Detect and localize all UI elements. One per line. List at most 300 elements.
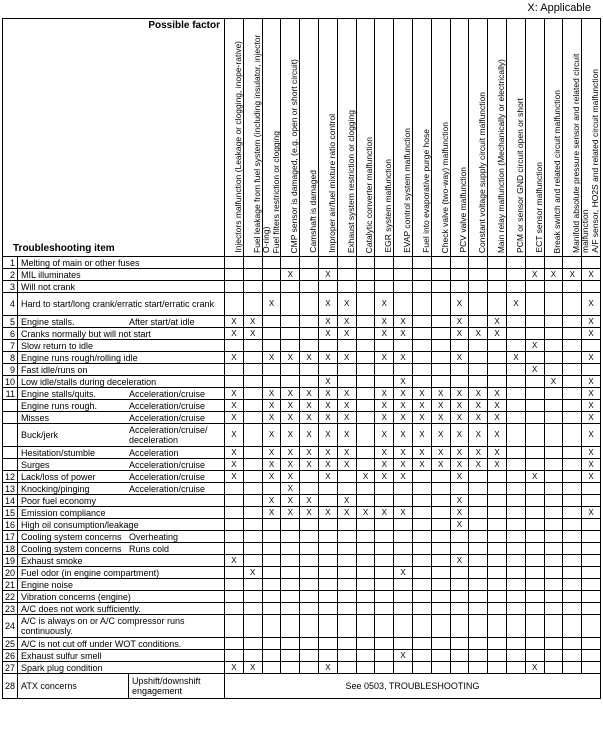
applicability-cell: [337, 662, 356, 674]
applicability-cell: [431, 364, 450, 376]
applicability-cell: [394, 281, 413, 293]
applicability-cell: [506, 328, 525, 340]
applicability-cell: [431, 281, 450, 293]
applicability-cell: X: [525, 662, 544, 674]
applicability-cell: X: [225, 424, 244, 447]
applicability-cell: [506, 567, 525, 579]
applicability-cell: [281, 328, 300, 340]
applicability-cell: [525, 543, 544, 555]
applicability-cell: [469, 316, 488, 328]
applicability-cell: [469, 555, 488, 567]
applicability-cell: [525, 567, 544, 579]
applicability-cell: X: [582, 328, 601, 340]
applicability-cell: [544, 579, 563, 591]
applicability-cell: [525, 376, 544, 388]
applicability-cell: [300, 531, 319, 543]
applicability-cell: [544, 447, 563, 459]
applicability-cell: [375, 615, 394, 638]
applicability-cell: X: [450, 519, 469, 531]
applicability-cell: X: [488, 328, 507, 340]
applicability-cell: [469, 591, 488, 603]
applicability-cell: X: [394, 471, 413, 483]
applicability-cell: X: [394, 459, 413, 471]
applicability-cell: [262, 316, 281, 328]
applicability-cell: [412, 591, 431, 603]
applicability-cell: [506, 531, 525, 543]
applicability-cell: [563, 352, 582, 364]
applicability-cell: [300, 257, 319, 269]
row-number: 3: [3, 281, 18, 293]
row-number: 16: [3, 519, 18, 531]
applicability-cell: [262, 579, 281, 591]
applicability-cell: [412, 603, 431, 615]
applicability-cell: [506, 388, 525, 400]
applicability-cell: [582, 591, 601, 603]
applicability-cell: X: [262, 412, 281, 424]
applicability-cell: [356, 364, 375, 376]
applicability-cell: X: [243, 316, 262, 328]
item-label: Will not crank: [21, 281, 76, 292]
applicability-cell: [431, 591, 450, 603]
applicability-cell: [431, 293, 450, 316]
applicability-cell: [582, 543, 601, 555]
applicability-cell: [506, 376, 525, 388]
applicability-cell: [488, 579, 507, 591]
applicability-cell: [506, 615, 525, 638]
item-condition: Acceleration/cruise: [129, 412, 206, 423]
applicability-cell: [412, 567, 431, 579]
applicability-cell: [337, 638, 356, 650]
applicability-cell: [431, 603, 450, 615]
applicability-cell: [563, 471, 582, 483]
applicability-cell: X: [488, 412, 507, 424]
factor-header-17: [525, 19, 544, 257]
applicability-cell: [563, 638, 582, 650]
troubleshooting-item: [18, 459, 225, 471]
item-label: Misses: [21, 412, 50, 423]
applicability-cell: [225, 567, 244, 579]
applicability-cell: [469, 579, 488, 591]
applicability-cell: [356, 543, 375, 555]
applicability-cell: [262, 340, 281, 352]
applicability-cell: [525, 316, 544, 328]
applicability-cell: [450, 615, 469, 638]
factor-header-9: [375, 19, 394, 257]
applicability-cell: [488, 376, 507, 388]
applicability-cell: [300, 376, 319, 388]
applicability-cell: [375, 650, 394, 662]
applicability-cell: [488, 364, 507, 376]
applicability-cell: X: [582, 269, 601, 281]
factor-label: Constant voltage supply circuit malfunction: [477, 91, 488, 253]
applicability-cell: X: [469, 447, 488, 459]
applicability-cell: X: [356, 471, 375, 483]
applicability-cell: [525, 615, 544, 638]
applicability-cell: [225, 281, 244, 293]
table-row: [3, 424, 601, 447]
factor-label: Camshaft is damaged: [308, 170, 319, 253]
applicability-cell: [563, 579, 582, 591]
applicability-cell: [582, 650, 601, 662]
applicability-cell: [412, 495, 431, 507]
applicability-cell: [469, 567, 488, 579]
applicability-cell: [506, 281, 525, 293]
item-label: Vibration concerns (engine): [21, 591, 131, 602]
applicability-cell: [412, 662, 431, 674]
applicability-cell: [469, 519, 488, 531]
applicability-cell: X: [281, 424, 300, 447]
applicability-cell: [506, 507, 525, 519]
applicability-cell: [356, 316, 375, 328]
troubleshooting-item: [18, 507, 225, 519]
item-condition: Acceleration/cruise/ deceleration: [129, 425, 208, 445]
table-row: [3, 269, 601, 281]
applicability-cell: [319, 591, 338, 603]
applicability-cell: [319, 531, 338, 543]
applicability-cell: [300, 543, 319, 555]
troubleshooting-item: [18, 424, 225, 447]
applicability-cell: [281, 591, 300, 603]
applicability-cell: X: [582, 400, 601, 412]
applicability-cell: [431, 531, 450, 543]
applicability-cell: X: [337, 507, 356, 519]
item-label: Spark plug condition: [21, 662, 103, 673]
applicability-cell: [544, 495, 563, 507]
applicability-cell: X: [394, 316, 413, 328]
applicability-cell: [243, 459, 262, 471]
applicability-cell: [544, 400, 563, 412]
item-label: Engine noise: [21, 579, 74, 590]
applicability-cell: X: [450, 459, 469, 471]
applicability-cell: [431, 638, 450, 650]
applicability-cell: [488, 269, 507, 281]
applicability-cell: [525, 579, 544, 591]
factor-label: Exhaust system restriction or clogging: [345, 109, 356, 253]
applicability-cell: [582, 615, 601, 638]
factor-label: Fuel into evaporative purge hose: [420, 129, 431, 253]
applicability-cell: X: [450, 471, 469, 483]
header-corner: [3, 19, 225, 257]
applicability-cell: X: [469, 328, 488, 340]
applicability-cell: [356, 519, 375, 531]
applicability-cell: [563, 412, 582, 424]
applicability-cell: [375, 257, 394, 269]
applicability-cell: [262, 603, 281, 615]
applicability-cell: [506, 495, 525, 507]
applicability-cell: [225, 507, 244, 519]
applicability-cell: [394, 257, 413, 269]
applicability-cell: [582, 257, 601, 269]
table-row: [3, 364, 601, 376]
applicability-cell: [582, 662, 601, 674]
applicability-cell: [488, 519, 507, 531]
applicability-cell: [262, 531, 281, 543]
applicability-cell: [394, 531, 413, 543]
troubleshooting-item: [18, 471, 225, 483]
applicability-cell: [525, 257, 544, 269]
applicability-cell: [506, 424, 525, 447]
table-body: [3, 257, 601, 699]
applicability-cell: [337, 281, 356, 293]
factor-header-4: [281, 19, 300, 257]
factor-label: Fuel filters restriction or clogging: [270, 130, 281, 253]
applicability-cell: [375, 662, 394, 674]
troubleshooting-item: [18, 495, 225, 507]
applicability-cell: [544, 543, 563, 555]
factor-label: PCV valve malfunction: [458, 167, 469, 253]
applicability-cell: [225, 495, 244, 507]
applicability-cell: X: [375, 328, 394, 340]
applicability-cell: [262, 281, 281, 293]
applicability-cell: X: [375, 316, 394, 328]
applicability-cell: [544, 293, 563, 316]
applicability-cell: [544, 340, 563, 352]
applicability-cell: [225, 364, 244, 376]
applicability-cell: X: [450, 555, 469, 567]
applicability-cell: [544, 567, 563, 579]
applicability-cell: [469, 293, 488, 316]
applicability-cell: [582, 579, 601, 591]
applicability-cell: X: [450, 400, 469, 412]
applicability-cell: X: [281, 269, 300, 281]
applicability-cell: X: [544, 269, 563, 281]
applicability-cell: [262, 567, 281, 579]
factor-header-16: [506, 19, 525, 257]
applicability-cell: [412, 531, 431, 543]
applicability-cell: [243, 638, 262, 650]
troubleshooting-table: [2, 18, 601, 699]
applicability-cell: X: [281, 352, 300, 364]
troubleshooting-item: [18, 543, 225, 555]
factor-label: PCM or sensor GND circuit open or short: [514, 98, 525, 253]
applicability-cell: [488, 483, 507, 495]
applicability-cell: [525, 638, 544, 650]
item-label: Low idle/stalls during deceleration: [21, 376, 157, 387]
applicability-cell: [281, 579, 300, 591]
applicability-cell: [412, 555, 431, 567]
applicability-cell: [356, 579, 375, 591]
applicability-cell: X: [412, 447, 431, 459]
applicability-cell: [506, 662, 525, 674]
applicability-cell: [281, 662, 300, 674]
factor-label: Manifold absolute pressure sensor and related circuit malfunction: [571, 53, 591, 253]
item-label: Melting of main or other fuses: [21, 257, 140, 268]
applicability-cell: [262, 543, 281, 555]
applicability-cell: [337, 555, 356, 567]
row-number: 10: [3, 376, 18, 388]
applicability-cell: [225, 483, 244, 495]
applicability-cell: [563, 364, 582, 376]
applicability-cell: [375, 567, 394, 579]
applicability-cell: [525, 388, 544, 400]
applicability-cell: [563, 376, 582, 388]
applicability-cell: [544, 352, 563, 364]
applicability-cell: [319, 555, 338, 567]
troubleshooting-item: [18, 662, 225, 674]
troubleshooting-item: [18, 591, 225, 603]
row-number: [3, 412, 18, 424]
applicability-cell: [488, 555, 507, 567]
applicability-cell: [450, 376, 469, 388]
applicability-cell: [412, 543, 431, 555]
applicability-cell: X: [412, 412, 431, 424]
applicability-cell: X: [394, 352, 413, 364]
factor-header-14: [469, 19, 488, 257]
troubleshooting-item: [18, 269, 225, 281]
table-row: [3, 376, 601, 388]
applicability-cell: X: [394, 424, 413, 447]
item-label: Poor fuel economy: [21, 495, 97, 506]
applicability-cell: [243, 507, 262, 519]
item-label: A/C does not work sufficiently.: [21, 603, 141, 614]
applicability-cell: [488, 471, 507, 483]
applicability-cell: [243, 519, 262, 531]
applicability-cell: [375, 591, 394, 603]
applicability-cell: X: [337, 447, 356, 459]
applicability-cell: [469, 471, 488, 483]
table-row: [3, 400, 601, 412]
row-number: 11: [3, 388, 18, 400]
applicability-cell: X: [394, 328, 413, 340]
applicability-cell: [356, 328, 375, 340]
applicability-cell: X: [262, 388, 281, 400]
factor-header-5: [300, 19, 319, 257]
troubleshooting-item: [18, 650, 225, 662]
applicability-cell: [394, 603, 413, 615]
applicability-cell: [450, 257, 469, 269]
applicability-cell: [563, 388, 582, 400]
applicability-cell: [506, 591, 525, 603]
applicability-cell: [300, 555, 319, 567]
applicability-cell: X: [375, 400, 394, 412]
applicability-cell: X: [281, 412, 300, 424]
applicability-cell: [563, 531, 582, 543]
troubleshooting-item: [18, 579, 225, 591]
applicability-cell: [563, 567, 582, 579]
applicability-cell: [262, 328, 281, 340]
table-row: [3, 352, 601, 364]
applicability-cell: X: [506, 352, 525, 364]
applicability-cell: [450, 364, 469, 376]
applicability-cell: [394, 495, 413, 507]
applicability-cell: X: [582, 388, 601, 400]
factor-header-18: [544, 19, 563, 257]
applicability-cell: X: [582, 459, 601, 471]
applicability-cell: [225, 293, 244, 316]
factor-header-2: [243, 19, 271, 257]
applicability-cell: [375, 531, 394, 543]
row-number: [3, 400, 18, 412]
applicability-cell: [469, 483, 488, 495]
applicability-cell: [544, 281, 563, 293]
applicability-cell: [431, 555, 450, 567]
applicability-cell: [356, 412, 375, 424]
applicability-cell: [300, 662, 319, 674]
applicability-cell: X: [281, 507, 300, 519]
applicability-cell: [544, 650, 563, 662]
applicability-cell: X: [450, 316, 469, 328]
applicability-cell: [300, 483, 319, 495]
applicability-cell: [300, 650, 319, 662]
applicability-cell: [319, 340, 338, 352]
applicability-cell: [469, 603, 488, 615]
item-label: Fast idle/runs on: [21, 364, 88, 375]
applicability-cell: [582, 340, 601, 352]
applicability-cell: [488, 531, 507, 543]
applicability-cell: [488, 591, 507, 603]
applicability-cell: [356, 352, 375, 364]
applicability-cell: [431, 662, 450, 674]
applicability-cell: [450, 591, 469, 603]
applicability-cell: [412, 519, 431, 531]
applicability-cell: [525, 424, 544, 447]
applicability-cell: [243, 388, 262, 400]
applicability-cell: [431, 471, 450, 483]
table-row: [3, 531, 601, 543]
applicability-cell: [582, 519, 601, 531]
applicability-cell: X: [394, 447, 413, 459]
factor-header-13: [450, 19, 469, 257]
table-row: [3, 281, 601, 293]
applicability-cell: X: [394, 567, 413, 579]
troubleshooting-item: [18, 376, 225, 388]
applicability-cell: [544, 519, 563, 531]
applicability-cell: [356, 400, 375, 412]
applicability-cell: X: [563, 269, 582, 281]
applicability-cell: X: [582, 447, 601, 459]
applicability-cell: [450, 579, 469, 591]
applicability-cell: X: [225, 388, 244, 400]
applicability-cell: X: [356, 507, 375, 519]
applicability-cell: [394, 591, 413, 603]
factor-label: Fuel leakage from fuel system (including insulator, injector O-ring): [251, 34, 271, 253]
applicability-cell: [431, 507, 450, 519]
factor-header-10: [394, 19, 413, 257]
applicability-cell: [412, 615, 431, 638]
applicability-cell: X: [375, 471, 394, 483]
row-number: 12: [3, 471, 18, 483]
applicability-cell: X: [262, 471, 281, 483]
applicability-cell: [488, 543, 507, 555]
applicability-cell: [544, 483, 563, 495]
applicability-cell: [469, 352, 488, 364]
table-row: [3, 507, 601, 519]
troubleshooting-item: [18, 352, 225, 364]
applicability-cell: [412, 638, 431, 650]
applicability-cell: X: [394, 388, 413, 400]
applicability-cell: [563, 459, 582, 471]
applicability-cell: [563, 543, 582, 555]
applicability-cell: [281, 555, 300, 567]
applicability-cell: [394, 555, 413, 567]
applicability-cell: [243, 400, 262, 412]
row-number: 23: [3, 603, 18, 615]
troubleshooting-item: [18, 257, 225, 269]
applicability-cell: [225, 269, 244, 281]
applicability-cell: X: [319, 400, 338, 412]
applicability-cell: [506, 603, 525, 615]
applicability-cell: X: [394, 650, 413, 662]
applicability-cell: X: [225, 447, 244, 459]
item-label: Exhaust sulfur smell: [21, 650, 102, 661]
applicability-cell: [563, 328, 582, 340]
applicability-cell: [563, 257, 582, 269]
applicability-cell: [243, 591, 262, 603]
applicability-cell: [469, 531, 488, 543]
applicability-cell: [300, 567, 319, 579]
applicability-cell: [431, 519, 450, 531]
applicability-cell: X: [281, 447, 300, 459]
